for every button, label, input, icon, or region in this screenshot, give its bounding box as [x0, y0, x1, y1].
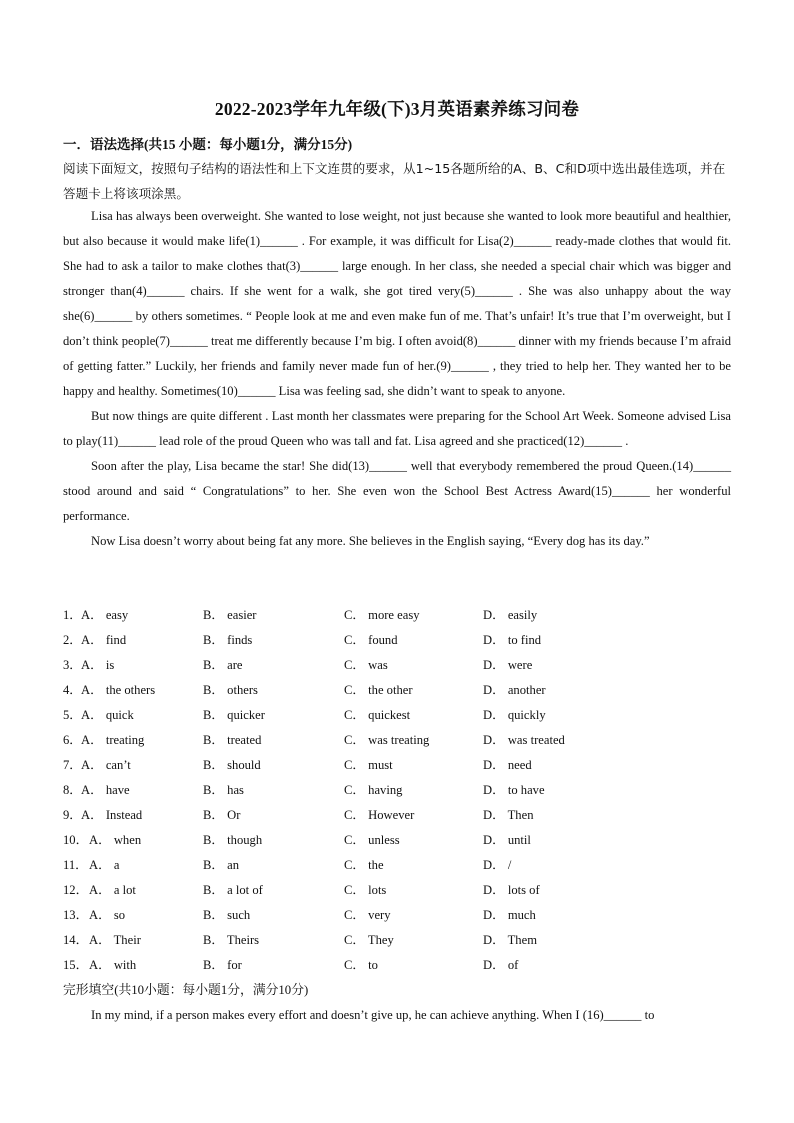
option-a[interactable]: A． a [89, 858, 120, 872]
option-b[interactable]: B． an [203, 858, 240, 872]
option-b[interactable]: B． easier [203, 608, 257, 622]
option-d[interactable]: D． much [483, 908, 536, 922]
option-c[interactable]: C． having [344, 783, 403, 797]
option-row [63, 803, 743, 828]
option-row [63, 928, 743, 953]
option-a[interactable]: A． easy [81, 608, 129, 622]
option-row [63, 703, 743, 728]
option-b[interactable]: B． Theirs [203, 933, 260, 947]
option-d[interactable]: D． Then [483, 808, 534, 822]
option-d[interactable]: D． were [483, 658, 533, 672]
passage-paragraph: In my mind, if a person makes every effort and doesn’t give up, he can achieve anything. When I (16)______ to [91, 1008, 655, 1022]
section1-instruction: 阅读下面短文，按照句子结构的语法性和上下文连贯的要求，从1~15各题所给的A、B、C和D项中选出最佳选项，并在答题卡上将该项涂黑。 [63, 161, 726, 201]
option-c[interactable]: C． found [344, 633, 398, 647]
question-number: 15． [63, 958, 89, 972]
option-d[interactable]: D． easily [483, 608, 538, 622]
option-c[interactable]: C． must [344, 758, 393, 772]
option-b[interactable]: B． treated [203, 733, 262, 747]
option-d[interactable]: D． of [483, 958, 519, 972]
question-number: 5． [63, 708, 82, 722]
option-c[interactable]: C． quickest [344, 708, 411, 722]
option-a[interactable]: A． quick [81, 708, 134, 722]
option-row [63, 853, 743, 878]
question-number: 13． [63, 908, 89, 922]
option-b[interactable]: B． for [203, 958, 242, 972]
section2-heading: 完形填空(共10小题：每小题1分，满分10分) [63, 983, 309, 997]
option-b[interactable]: B． has [203, 783, 244, 797]
option-b[interactable]: B． should [203, 758, 261, 772]
option-row [63, 628, 743, 653]
option-a[interactable]: A． have [81, 783, 130, 797]
option-row [63, 653, 743, 678]
option-c[interactable]: C． very [344, 908, 391, 922]
option-a[interactable]: A． find [81, 633, 127, 647]
page-title: 2022-2023学年九年级(下)3月英语素养练习问卷 [214, 99, 580, 119]
option-row [63, 603, 743, 628]
section2-passage [63, 1003, 731, 1028]
option-c[interactable]: C． lots [344, 883, 387, 897]
passage-paragraph: Soon after the play, Lisa became the star! She did(13)______ well that everybody remembered the proud Queen.(14)______ stood around and said “ Congratulations” to her. She even won the School Best Actress Award(15)______ her wonderful performance. [63, 459, 731, 523]
question-number: 11． [63, 858, 88, 872]
option-a[interactable]: A． a lot [89, 883, 136, 897]
passage-paragraph: But now things are quite different . Last month her classmates were preparing for the School Art Week. Someone advised Lisa to play(11)______ lead role of the proud Queen who was tall and fat. Lisa agreed and she practiced(12)______ . [63, 409, 731, 448]
option-d[interactable]: D． another [483, 683, 546, 697]
option-a[interactable]: A． with [89, 958, 137, 972]
question-number: 8． [63, 783, 82, 797]
option-row [63, 953, 743, 978]
options-list [63, 603, 743, 978]
option-d[interactable]: D． lots of [483, 883, 540, 897]
option-b[interactable]: B． quicker [203, 708, 265, 722]
section1-heading: 一．语法选择(共15 小题：每小题1分，满分15分) [63, 137, 353, 152]
question-number: 10． [63, 833, 89, 847]
option-c[interactable]: C． to [344, 958, 378, 972]
option-row [63, 678, 743, 703]
question-number: 2． [63, 633, 82, 647]
section1-passage [63, 204, 731, 554]
option-d[interactable]: D． was treated [483, 733, 565, 747]
option-c[interactable]: C． They [344, 933, 394, 947]
option-b[interactable]: B． a lot of [203, 883, 263, 897]
option-c[interactable]: C． was treating [344, 733, 430, 747]
option-d[interactable]: D． to have [483, 783, 545, 797]
option-d[interactable]: D． until [483, 833, 531, 847]
question-number: 14． [63, 933, 89, 947]
option-row [63, 753, 743, 778]
option-a[interactable]: A． so [89, 908, 126, 922]
option-row [63, 903, 743, 928]
question-number: 3． [63, 658, 82, 672]
option-row [63, 828, 743, 853]
option-d[interactable]: D． / [483, 858, 512, 872]
option-c[interactable]: C． However [344, 808, 415, 822]
option-d[interactable]: D． Them [483, 933, 537, 947]
option-row [63, 778, 743, 803]
question-number: 4． [63, 683, 82, 697]
passage-paragraph: Lisa has always been overweight. She wanted to lose weight, not just because she wanted to look more beautiful and healthier, but also because it would make life(1)______ . For example, it was difficult for Lisa(2)______ ready-made clothes that would fit. She had to ask a tailor to make clothes that(3)______ large enough. In her class, she needed a special chair which was bigger and stronger than(4)______ chairs. If she went for a walk, she got tired very(5)______ . She was also unhappy about the way she(6)______ by others sometimes. “ People look at me and even make fun of me. That’s unfair! It’s true that I’m overweight, but I don’t think people(7)______ treat me differently because I’m big. I often avoid(8)______ dinner with my friends because I’m afraid of getting fatter.” Luckily, her friends and family never made fun of her.(9)______ , they tried to help her. They wanted her to be happy and healthy. Sometimes(10)______ Lisa was feeling sad, she didn’t want to speak to anyone. [63, 209, 731, 398]
question-number: 9． [63, 808, 82, 822]
question-number: 7． [63, 758, 82, 772]
passage-paragraph: Now Lisa doesn’t worry about being fat any more. She believes in the English saying, “Every dog has its day.” [91, 534, 650, 548]
option-b[interactable]: B． such [203, 908, 251, 922]
option-d[interactable]: D． to find [483, 633, 542, 647]
question-number: 1． [63, 608, 82, 622]
question-number: 6． [63, 733, 82, 747]
option-a[interactable]: A． the others [81, 683, 156, 697]
option-a[interactable]: A． can’t [81, 758, 131, 772]
option-c[interactable]: C． the [344, 858, 384, 872]
option-d[interactable]: D． quickly [483, 708, 546, 722]
option-c[interactable]: C． was [344, 658, 388, 672]
option-a[interactable]: A． Instead [81, 808, 143, 822]
option-c[interactable]: C． more easy [344, 608, 420, 622]
option-b[interactable]: B． others [203, 683, 258, 697]
option-b[interactable]: B． Or [203, 808, 241, 822]
option-c[interactable]: C． unless [344, 833, 400, 847]
option-b[interactable]: B． are [203, 658, 243, 672]
question-number: 12． [63, 883, 89, 897]
option-a[interactable]: A． treating [81, 733, 145, 747]
option-b[interactable]: B． though [203, 833, 263, 847]
option-d[interactable]: D． need [483, 758, 532, 772]
option-a[interactable]: A． Their [89, 933, 141, 947]
option-row [63, 728, 743, 753]
option-a[interactable]: A． when [89, 833, 142, 847]
option-a[interactable]: A． is [81, 658, 115, 672]
option-c[interactable]: C． the other [344, 683, 413, 697]
option-row [63, 878, 743, 903]
option-b[interactable]: B． finds [203, 633, 253, 647]
